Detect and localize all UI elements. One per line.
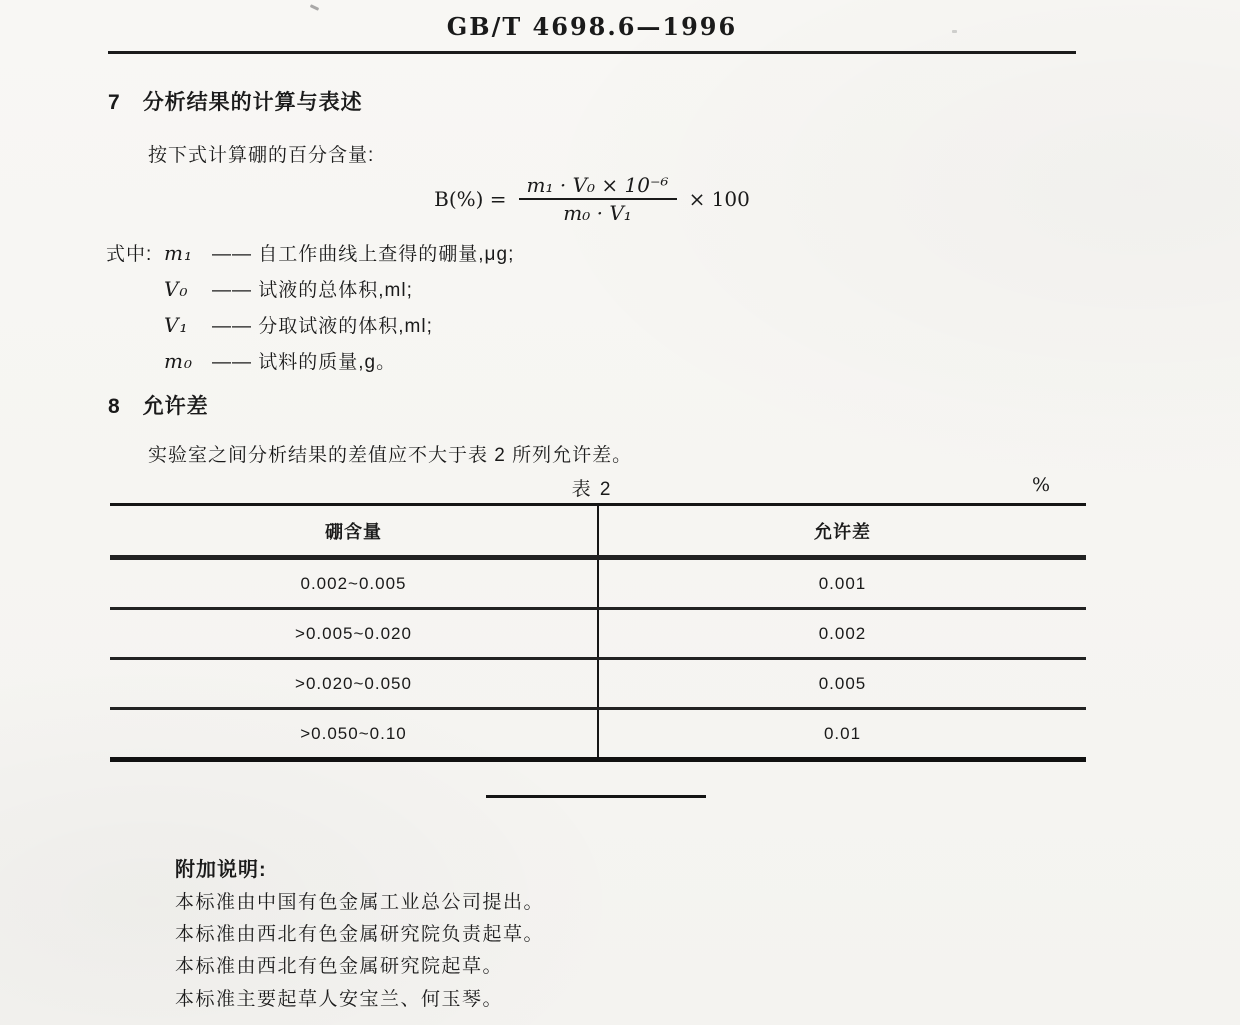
definition-row <box>106 239 514 275</box>
boron-content-cell: >0.020~0.050 <box>110 659 598 709</box>
column-header-boron-content: 硼含量 <box>110 505 598 558</box>
symbol: V₀ <box>164 277 189 301</box>
definition-row <box>106 347 514 383</box>
symbol-definitions <box>106 239 514 383</box>
boron-content-cell: >0.050~0.10 <box>110 709 598 760</box>
symbol-description: —— 自工作曲线上查得的硼量,μg; <box>212 244 515 265</box>
symbol-description: —— 分取试液的体积,ml; <box>212 316 433 337</box>
permissible-difference-cell: 0.001 <box>598 558 1086 609</box>
symbol-description: —— 试料的质量,g。 <box>212 352 397 373</box>
column-header-permissible-difference: 允许差 <box>598 505 1086 558</box>
boron-formula <box>108 172 1076 226</box>
header-rule <box>108 51 1076 54</box>
addendum-line: 本标准由西北有色金属研究院负责起草。 <box>175 924 545 945</box>
section-8-title: 允许差 <box>142 395 209 418</box>
permissible-difference-cell: 0.01 <box>598 709 1086 760</box>
formula-suffix: × 100 <box>688 187 750 211</box>
definition-row <box>106 275 514 311</box>
end-of-standard-rule <box>486 795 706 798</box>
symbol: m₀ <box>164 349 193 373</box>
addendum-heading: 附加说明: <box>175 859 267 881</box>
addendum-line: 本标准主要起草人安宝兰、何玉琴。 <box>175 989 504 1010</box>
standard-number: GB/T 4698.6—1996 <box>446 12 738 41</box>
where-label: 式中: <box>106 244 153 265</box>
scan-artifact <box>310 4 319 11</box>
definition-row <box>106 311 514 347</box>
permissible-difference-table <box>110 503 1086 762</box>
section-8-heading <box>108 390 209 420</box>
boron-content-cell: >0.005~0.020 <box>110 609 598 659</box>
symbol-description: —— 试液的总体积,ml; <box>212 280 413 301</box>
table-row <box>110 609 1086 659</box>
symbol: V₁ <box>164 313 189 337</box>
table-unit: % <box>1031 474 1050 496</box>
table-row <box>110 659 1086 709</box>
addendum-line: 本标准由西北有色金属研究院起草。 <box>175 956 504 977</box>
symbol: m₁ <box>164 241 193 265</box>
formula-lhs: B(%) = <box>434 187 507 211</box>
section-8-body: 实验室之间分析结果的差值应不大于表 2 所列允许差。 <box>148 445 633 466</box>
section-7-title: 分析结果的计算与表述 <box>142 91 363 114</box>
formula-denominator: m₀ · V₁ <box>563 201 632 225</box>
section-7-heading <box>108 86 363 116</box>
table-header-row <box>110 505 1086 558</box>
table-row <box>110 558 1086 609</box>
permissible-difference-cell: 0.002 <box>598 609 1086 659</box>
table-caption-row <box>108 474 1076 498</box>
permissible-difference-cell: 0.005 <box>598 659 1086 709</box>
section-7-number: 7 <box>108 91 121 114</box>
table-caption: 表 2 <box>571 479 613 500</box>
formula-fraction <box>519 172 677 226</box>
section-8-number: 8 <box>108 395 121 418</box>
boron-content-cell: 0.002~0.005 <box>110 558 598 609</box>
formula-numerator: m₁ · V₀ × 10⁻⁶ <box>519 172 677 200</box>
addendum-line: 本标准由中国有色金属工业总公司提出。 <box>175 892 545 913</box>
table-row <box>110 709 1086 760</box>
formula-intro: 按下式计算硼的百分含量: <box>148 145 375 166</box>
